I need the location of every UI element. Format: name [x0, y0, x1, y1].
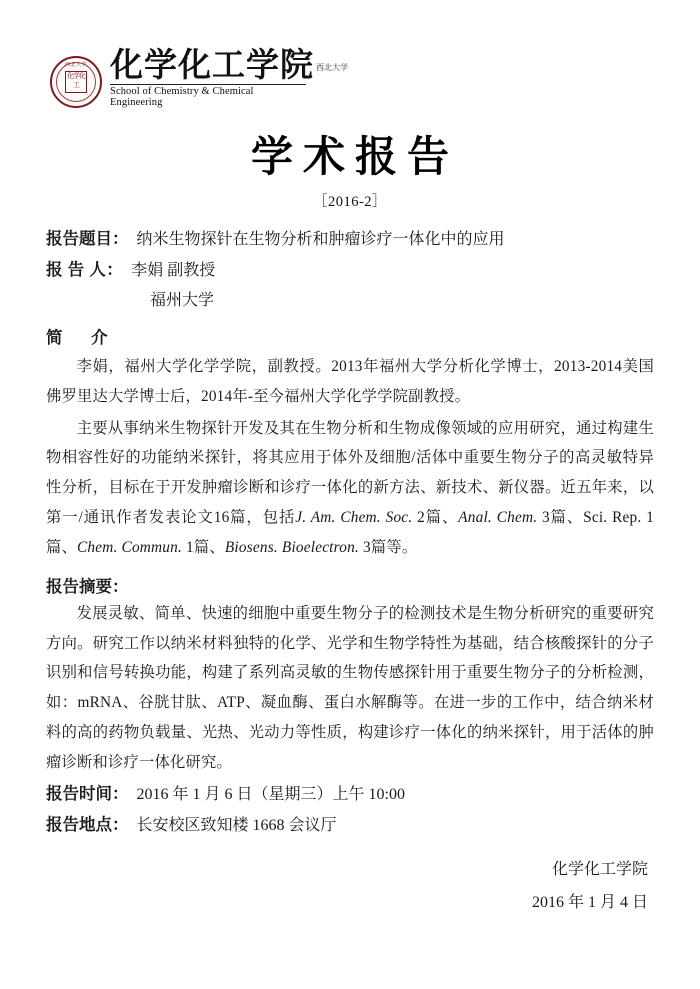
time-row: [46, 780, 654, 804]
journal-count-3: 1篇、: [182, 538, 225, 556]
page-title: 学术报告: [250, 132, 459, 181]
journal-name-3: Chem. Commun.: [77, 538, 183, 556]
school-name-cn: 化学化工学院: [110, 45, 314, 84]
journal-name-0: J. Am. Chem. Soc.: [295, 509, 413, 527]
bio-label: 简 介: [46, 328, 114, 347]
speaker-value: 李娟 副教授: [131, 262, 216, 279]
bio-research-lead: 主要从事纳米生物探针开发及其在生物分析和生物成像领域的应用研究，通过构建生物相容性好的功能纳米探针，将其应用于体外及细胞/活体中重要生物分子的高灵敏特异性分析，目标在于开发肿瘤诊断和诊疗一体化的新方法、新技术、新仪器。近五年来，以第一/通讯作者发表论文16篇，包括: [46, 419, 654, 527]
speaker-label: 报 告 人：: [46, 260, 124, 279]
journal-name-2: Sci. Rep.: [583, 509, 642, 527]
speaker-row: [46, 256, 654, 280]
school-name-cn-superscript: 西北大学: [316, 62, 348, 72]
affiliation-value: 福州大学: [150, 292, 215, 309]
journal-count-4: 3篇等。: [358, 538, 418, 556]
time-label: 报告时间：: [46, 783, 129, 803]
place-row: [46, 811, 654, 835]
footer-organization: 化学化工学院: [551, 860, 648, 878]
topic-label: 报告题目：: [46, 229, 129, 248]
topic-row: [46, 225, 654, 249]
journal-count-2: 1篇、: [46, 509, 654, 556]
bio-paragraph: 李娟，福州大学化学学院，副教授。2013年福州大学分析化学博士，2013-2014美国佛罗里达大学博士后，2014年-至今福州大学化学学院副教授。: [46, 358, 654, 405]
issue-number: ［2016-2］: [312, 194, 388, 210]
journal-count-0: 2篇、: [412, 509, 459, 527]
footer: [46, 853, 654, 920]
place-label: 报告地点：: [46, 814, 129, 834]
seal-top-text: 西北大学: [64, 63, 87, 68]
journal-name-1: Anal. Chem.: [458, 509, 538, 527]
topic-value: 纳米生物探针在生物分析和肿瘤诊疗一体化中的应用: [136, 231, 505, 248]
journal-name-4: Biosens. Bioelectron.: [224, 538, 359, 556]
abstract-label: 报告摘要：: [46, 576, 129, 596]
institution-header: [50, 45, 654, 108]
seal-inner-text: 化学化工: [65, 71, 87, 93]
school-name-en: School of Chemistry & Chemical Engineering: [110, 84, 306, 108]
time-value: 2016 年 1 月 6 日（星期三）上午 10:00: [136, 785, 405, 803]
abstract-paragraph: 发展灵敏、简单、快速的细胞中重要生物分子的检测技术是生物分析研究的重要研究方向。研究工作以纳米材料独特的化学、光学和生物学特性为基础，结合核酸探针的分子识别和信号转换功能，构建了系列高灵敏的生物传感探针用于重要生物分子的分析检测，如：mRNA、谷胱甘肽、ATP、凝血酶、蛋白水解酶等。在进一步的工作中，结合纳米材料的高的药物负载量、光热、光动力等性质，构建诊疗一体化的纳米探针，用于活体的肿瘤诊断和诊疗一体化研究。: [46, 604, 654, 771]
place-value: 长安校区致知楼 1668 会议厅: [136, 816, 337, 834]
footer-date: 2016 年 1 月 4 日: [531, 894, 648, 912]
journal-count-1: 3篇、: [537, 509, 584, 527]
bio-research-paragraph: [46, 414, 654, 563]
university-seal-icon: [50, 56, 102, 108]
school-name-block: [110, 45, 348, 108]
